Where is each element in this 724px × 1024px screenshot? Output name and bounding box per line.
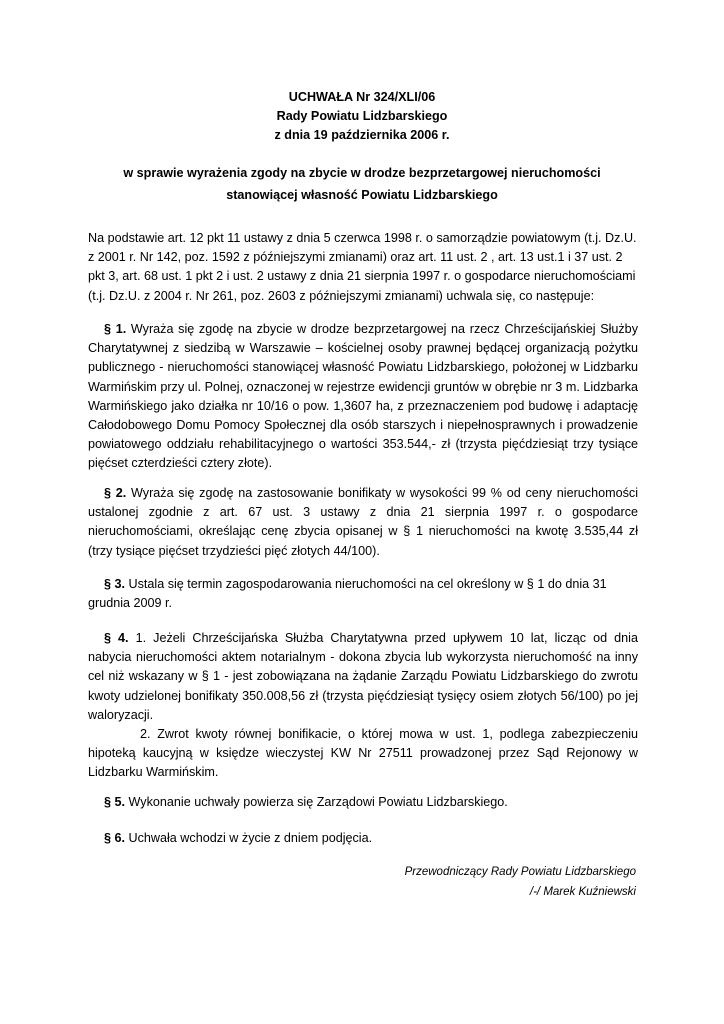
section-5-mark: § 5. [104,795,126,809]
section-1-text: Wyraża się zgodę na zbycie w drodze bezprzetargowej na rzecz Chrześcijańskiej Służby Charytatywnej z siedzibą w Warszawie – kościelnej osoby prawnej będącej organizacją pożytku publicznego - nieruchomości stanowiącej własność Powiatu Lidzbarskiego, położonej w Lidzbarku Warmińskim przy ul. Polnej, oznaczonej w rejestrze ewidencji gruntów w obrębie nr 3 m. Lidzbarka Warmińskiego jako działka nr 10/16 o pow. 1,3607 ha, z przeznaczeniem pod budowę i adaptację Całodobowego Domu Pomocy Społecznej dla osób starszych i niepełnosprawnych i prowadzenie powiatowego oddziału rehabilitacyjnego o wartości 353.544,- zł (trzysta pięćdziesiąt trzy tysiące pięćset czterdzieści cztery złote). [88,322,638,471]
section-2-text: Wyraża się zgodę na zastosowanie bonifikaty w wysokości 99 % od ceny nieruchomości ustalonej zgodnie z art. 67 ust. 3 ustawy z dnia 21 sierpnia 1997 r. o gospodarce nieruchomościami, określając cenę zbycia opisanej w § 1 nieruchomości na kwotę 3.535,44 zł (trzy tysiące pięćset trzydzieści pięć złotych 44/100). [88,486,638,558]
signature-title: Przewodniczący Rady Powiatu Lidzbarskiego [404,866,636,878]
section-4-point-2: 2. Zwrot kwoty równej bonifikacie, o której mowa w ust. 1, podlega zabezpieczeniu hipoteką kaucyjną w księdze wieczystej KW Nr 27511 prowadzonej przez Sąd Rejonowy w Lidzbarku Warmińskim. [88,727,638,780]
section-3 [88,575,638,613]
resolution-header [0,88,724,145]
resolution-subject [0,162,724,206]
subject-line-1: w sprawie wyrażenia zgody na zbycie w drodze bezprzetargowej nieruchomości [123,166,601,180]
section-1-mark: § 1. [104,322,127,336]
section-4 [88,629,638,783]
resolution-date: z dnia 19 października 2006 r. [274,128,450,142]
section-6-mark: § 6. [104,831,126,845]
section-4-mark: § 4. [104,631,129,645]
section-6 [88,829,638,848]
section-3-mark: § 3. [104,577,126,591]
signature-name: /-/ Marek Kuźniewski [529,886,636,898]
section-1 [88,320,638,474]
section-4-point-1: 1. Jeżeli Chrześcijańska Służba Charytatywna przed upływem 10 lat, licząc od dnia nabycia nieruchomości aktem notarialnym - dokona zbycia lub wykorzysta nieruchomość na inny cel niż wskazany w § 1 - jest zobowiązana na żądanie Zarządu Powiatu Lidzbarskiego do zwrotu kwoty udzielonej bonifikaty 350.008,56 zł (trzysta pięćdziesiąt tysięcy osiem złotych 56/100) po jej waloryzacji. [88,631,638,722]
section-3-text: Ustala się termin zagospodarowania nieruchomości na cel określony w § 1 do dnia 31 grudnia 2009 r. [88,577,607,611]
section-5 [88,793,638,812]
section-2 [88,484,638,561]
subject-line-2: stanowiącej własność Powiatu Lidzbarskiego [226,188,498,202]
resolution-title: UCHWAŁA Nr 324/XLI/06 [288,90,436,104]
section-5-text: Wykonanie uchwały powierza się Zarządowi Powiatu Lidzbarskiego. [125,795,508,809]
resolution-issuer: Rady Powiatu Lidzbarskiego [276,109,448,123]
legal-basis-paragraph: Na podstawie art. 12 pkt 11 ustawy z dnia 5 czerwca 1998 r. o samorządzie powiatowym (t.j. Dz.U. z 2001 r. Nr 142, poz. 1592 z późniejszymi zmianami) oraz art. 11 ust. 2 , art. 13 ust.1 i 37 ust. 2 pkt 3, art. 68 ust. 1 pkt 2 i ust. 2 ustawy z dnia 21 sierpnia 1997 r. o gospodarce nieruchomościami (t.j. Dz.U. z 2004 r. Nr 261, poz. 2603 z późniejszymi zmianami) uchwala się, co następuje: [88,231,637,303]
section-2-mark: § 2. [104,486,127,500]
section-6-text: Uchwała wchodzi w życie z dniem podjęcia. [125,831,373,845]
